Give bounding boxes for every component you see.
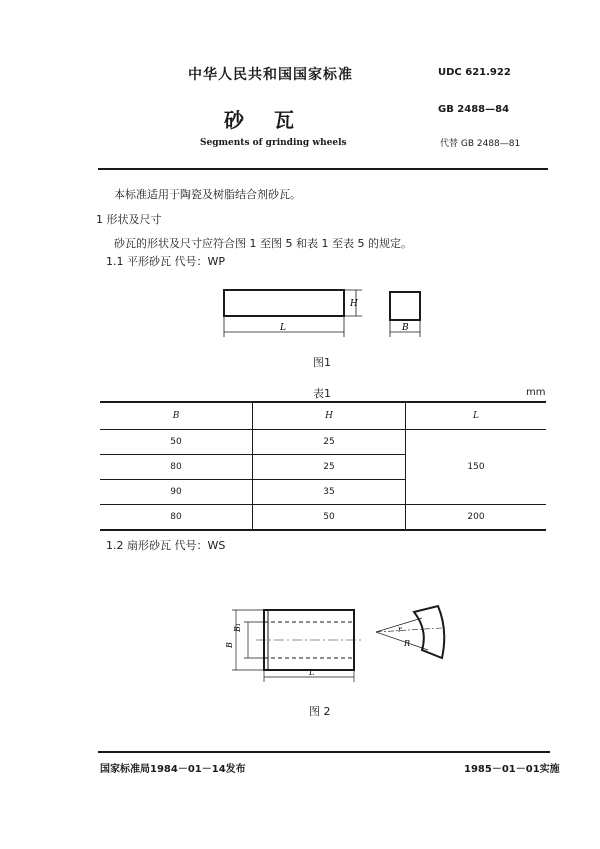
table-row <box>100 430 546 455</box>
scope-paragraph: 本标准适用于陶瓷及树脂结合剂砂瓦。 <box>114 188 301 201</box>
figure-1-caption: 图1 <box>313 356 331 369</box>
col-header-l: L <box>406 402 547 430</box>
cell-b: 80 <box>100 455 253 480</box>
cell-b: 80 <box>100 505 253 531</box>
fig2-label-b: B <box>225 642 234 648</box>
fig1-end-view <box>390 292 420 320</box>
fig2-sector-view <box>414 606 444 658</box>
header-rule <box>98 168 548 170</box>
gb-number: GB 2488—84 <box>438 104 510 115</box>
section-1-2-heading: 1.2 扇形砂瓦 代号：WS <box>106 539 226 552</box>
fig1-label-l: L <box>280 323 286 333</box>
issue-date: 国家标准局1984－01－14发布 <box>100 764 246 775</box>
figure-2-caption: 图 2 <box>309 705 331 718</box>
issuing-country-standard: 中华人民共和国国家标准 <box>188 67 353 83</box>
cell-h: 50 <box>253 505 406 531</box>
udc-code: UDC 621.922 <box>438 67 511 78</box>
fig1-label-b: B <box>402 323 409 333</box>
table-row <box>100 505 546 531</box>
section-1-heading: 1 形状及尺寸 <box>96 213 162 226</box>
figure-2-drawing <box>0 600 600 710</box>
section-1-paragraph: 砂瓦的形状及尺寸应符合图 1 至图 5 和表 1 至表 5 的规定。 <box>114 237 412 250</box>
cell-b: 90 <box>100 480 253 505</box>
fig2-label-b1: B₁ <box>233 622 242 632</box>
cell-l: 200 <box>406 505 547 531</box>
cell-h: 25 <box>253 455 406 480</box>
col-header-b: B <box>100 402 253 430</box>
effective-date: 1985－01－01实施 <box>464 764 560 775</box>
figure-1-drawing <box>0 280 600 380</box>
cell-l-merged: 150 <box>406 430 547 505</box>
table-1 <box>100 401 546 531</box>
document-title-cn: 砂瓦 <box>224 108 324 132</box>
fig1-label-h: H <box>350 299 358 309</box>
table-1-caption: 表1 <box>313 387 331 400</box>
footer-rule <box>98 751 550 753</box>
table-1-unit: mm <box>526 387 546 398</box>
fig2-label-R: R <box>404 639 411 648</box>
cell-h: 25 <box>253 430 406 455</box>
fig1-side-view <box>224 290 344 316</box>
cell-b: 50 <box>170 437 182 447</box>
fig2-label-l: L <box>309 668 315 677</box>
cell-h: 35 <box>253 480 406 505</box>
table-header-row <box>100 402 546 430</box>
fig2-label-r: r <box>398 625 402 634</box>
replaces-note: 代替 GB 2488—81 <box>440 139 521 149</box>
section-1-1-heading: 1.1 平形砂瓦 代号：WP <box>106 255 225 268</box>
col-header-h: H <box>253 402 406 430</box>
document-title-en: Segments of grinding wheels <box>200 138 347 148</box>
